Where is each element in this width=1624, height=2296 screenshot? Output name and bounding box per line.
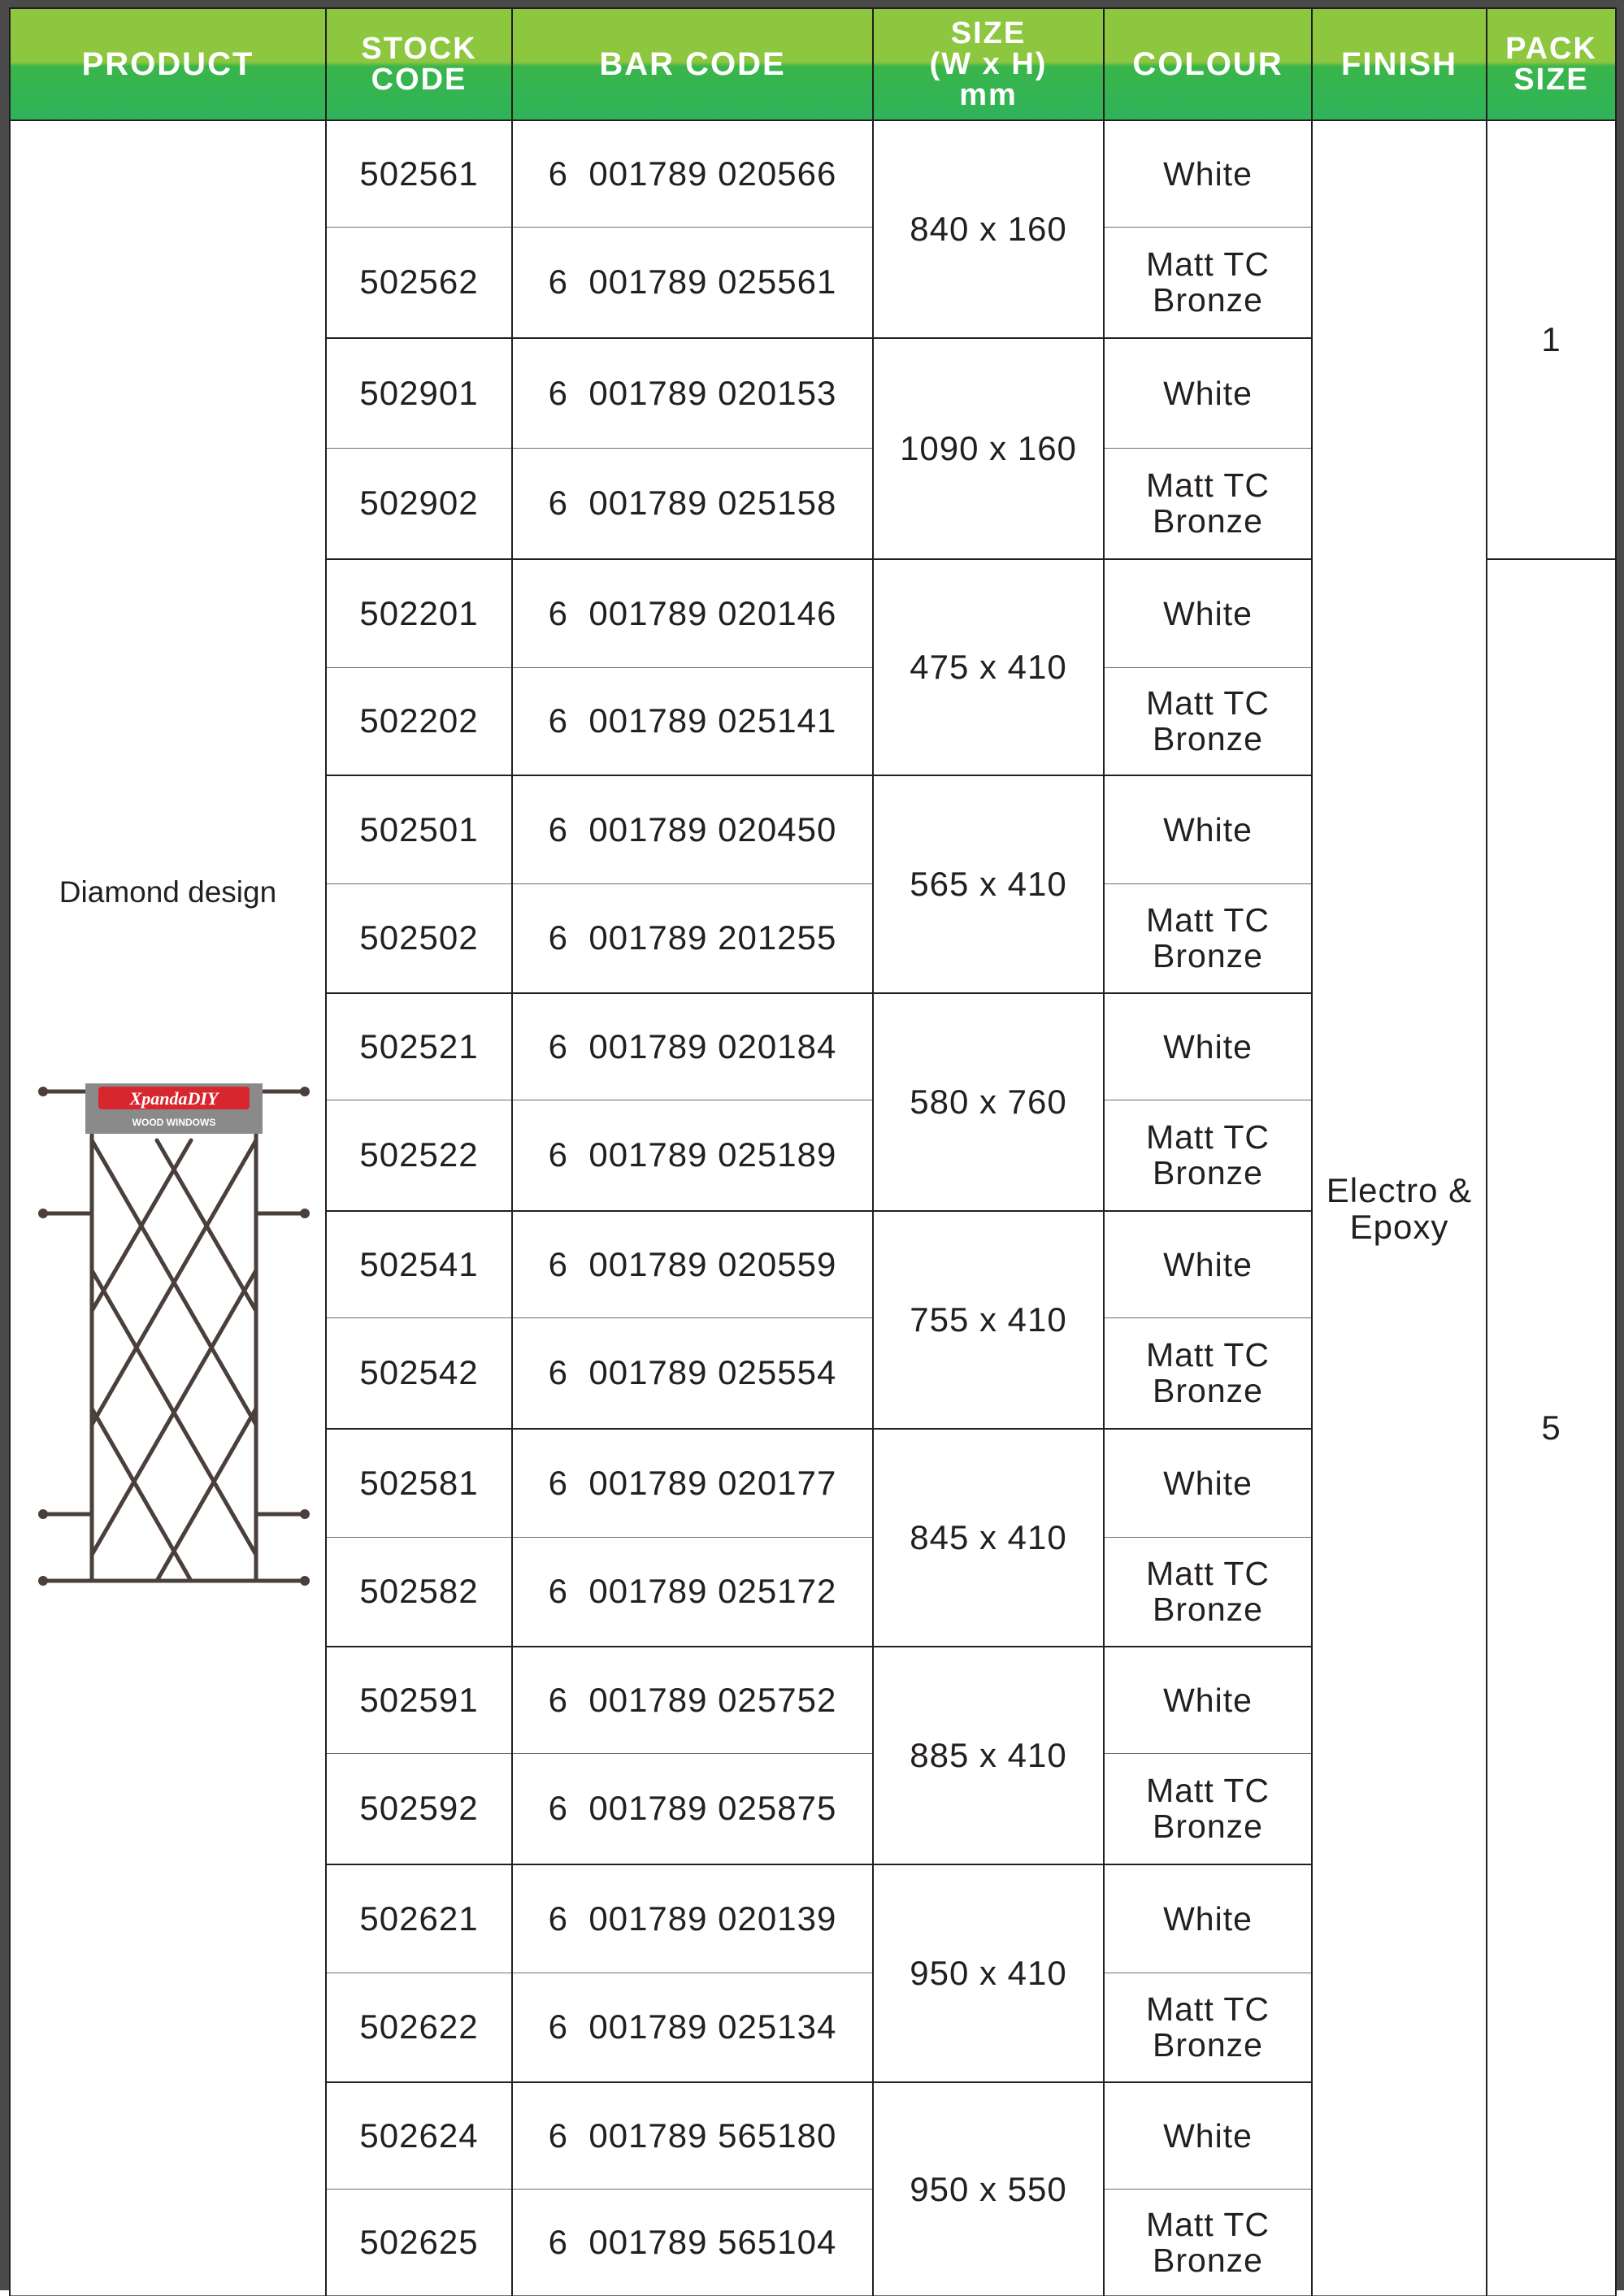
size-cell: 885 x 410	[873, 1647, 1104, 1864]
size-cell: 950 x 410	[873, 1864, 1104, 2082]
stock-code: 502501	[326, 775, 512, 884]
brand-logo: XpandaDIY	[129, 1088, 219, 1109]
size-cell: 1090 x 160	[873, 338, 1104, 559]
stock-code: 502562	[326, 228, 512, 338]
bar-code: 6 001789 025189	[512, 1100, 873, 1211]
size-cell: 755 x 410	[873, 1211, 1104, 1429]
stock-code: 502625	[326, 2190, 512, 2296]
package-label: WOOD WINDOWS	[132, 1117, 216, 1128]
size-cell: 565 x 410	[873, 775, 1104, 993]
bar-code: 6 001789 020139	[512, 1864, 873, 1973]
size-cell: 475 x 410	[873, 559, 1104, 775]
stock-code: 502621	[326, 1864, 512, 1973]
bar-code: 6 001789 020184	[512, 993, 873, 1100]
pack-size-cell: 1	[1487, 120, 1616, 559]
header-finish: FINISH	[1312, 8, 1487, 120]
bar-code: 6 001789 020153	[512, 338, 873, 449]
bar-code: 6 001789 025158	[512, 449, 873, 559]
colour-cell: Matt TC Bronze	[1104, 228, 1312, 338]
stock-code: 502582	[326, 1538, 512, 1647]
colour-cell: Matt TC Bronze	[1104, 2190, 1312, 2296]
header-size-line-2: (W x H)	[929, 47, 1048, 81]
bar-code: 6 001789 025172	[512, 1538, 873, 1647]
stock-code: 502541	[326, 1211, 512, 1318]
bar-code: 6 001789 565104	[512, 2190, 873, 2296]
colour-cell: Matt TC Bronze	[1104, 1754, 1312, 1864]
bar-code: 6 001789 025561	[512, 228, 873, 338]
stock-code: 502591	[326, 1647, 512, 1754]
colour-cell: White	[1104, 1429, 1312, 1538]
finish-cell	[1312, 120, 1487, 2296]
header-bar-code: BAR CODE	[512, 8, 873, 120]
stock-code: 502581	[326, 1429, 512, 1538]
stock-code: 502201	[326, 559, 512, 668]
size-cell: 580 x 760	[873, 993, 1104, 1211]
colour-cell: Matt TC Bronze	[1104, 884, 1312, 993]
colour-cell: Matt TC Bronze	[1104, 1318, 1312, 1429]
bar-code: 6 001789 020450	[512, 775, 873, 884]
bar-code: 6 001789 020559	[512, 1211, 873, 1318]
stock-code: 502542	[326, 1318, 512, 1429]
bar-code: 6 001789 565180	[512, 2082, 873, 2190]
bar-code: 6 001789 020177	[512, 1429, 873, 1538]
diamond-burglar-bar-icon	[35, 1083, 313, 1587]
colour-cell: Matt TC Bronze	[1104, 668, 1312, 775]
table-row	[10, 120, 1616, 228]
product-table	[9, 7, 1617, 2296]
bar-code: 6 001789 025752	[512, 1647, 873, 1754]
colour-cell: White	[1104, 1864, 1312, 1973]
bar-code: 6 001789 025134	[512, 1973, 873, 2082]
bar-code: 6 001789 025554	[512, 1318, 873, 1429]
stock-code: 502622	[326, 1973, 512, 2082]
header-colour: COLOUR	[1104, 8, 1312, 120]
header-stock-code	[326, 8, 512, 120]
header-row	[10, 8, 1616, 120]
product-name: Diamond design	[59, 875, 277, 909]
finish-line-1: Electro &	[1326, 1170, 1473, 1209]
stock-code: 502521	[326, 993, 512, 1100]
header-product: PRODUCT	[10, 8, 326, 120]
bar-code: 6 001789 025875	[512, 1754, 873, 1864]
stock-code: 502522	[326, 1100, 512, 1211]
pack-size-cell: 5	[1487, 559, 1616, 2296]
colour-cell: White	[1104, 2082, 1312, 2190]
header-stock-code-line-2: CODE	[371, 63, 467, 97]
finish-line-2: Epoxy	[1349, 1207, 1449, 1246]
header-size-line-3: mm	[959, 78, 1018, 112]
header-pack-size-line-1: PACK	[1505, 32, 1597, 66]
colour-cell: Matt TC Bronze	[1104, 1538, 1312, 1647]
size-cell: 845 x 410	[873, 1429, 1104, 1647]
size-cell: 950 x 550	[873, 2082, 1104, 2296]
stock-code: 502561	[326, 120, 512, 228]
colour-cell: White	[1104, 559, 1312, 668]
header-size	[873, 8, 1104, 120]
colour-cell: White	[1104, 775, 1312, 884]
colour-cell: White	[1104, 1211, 1312, 1318]
product-cell	[10, 120, 326, 2296]
header-pack-size-line-2: SIZE	[1513, 63, 1589, 97]
colour-cell: Matt TC Bronze	[1104, 1100, 1312, 1211]
colour-cell: White	[1104, 993, 1312, 1100]
header-stock-code-line-1: STOCK	[361, 32, 477, 66]
header-size-line-1: SIZE	[950, 16, 1027, 50]
stock-code: 502901	[326, 338, 512, 449]
stock-code: 502502	[326, 884, 512, 993]
colour-cell: Matt TC Bronze	[1104, 449, 1312, 559]
stock-code: 502624	[326, 2082, 512, 2190]
stock-code: 502592	[326, 1754, 512, 1864]
colour-cell: White	[1104, 1647, 1312, 1754]
bar-code: 6 001789 201255	[512, 884, 873, 993]
colour-cell: White	[1104, 120, 1312, 228]
header-pack-size	[1487, 8, 1616, 120]
table-body	[10, 120, 1616, 2296]
bar-code: 6 001789 020566	[512, 120, 873, 228]
size-cell: 840 x 160	[873, 120, 1104, 338]
stock-code: 502202	[326, 668, 512, 775]
stock-code: 502902	[326, 449, 512, 559]
bar-code: 6 001789 025141	[512, 668, 873, 775]
bar-code: 6 001789 020146	[512, 559, 873, 668]
colour-cell: Matt TC Bronze	[1104, 1973, 1312, 2082]
colour-cell: White	[1104, 338, 1312, 449]
